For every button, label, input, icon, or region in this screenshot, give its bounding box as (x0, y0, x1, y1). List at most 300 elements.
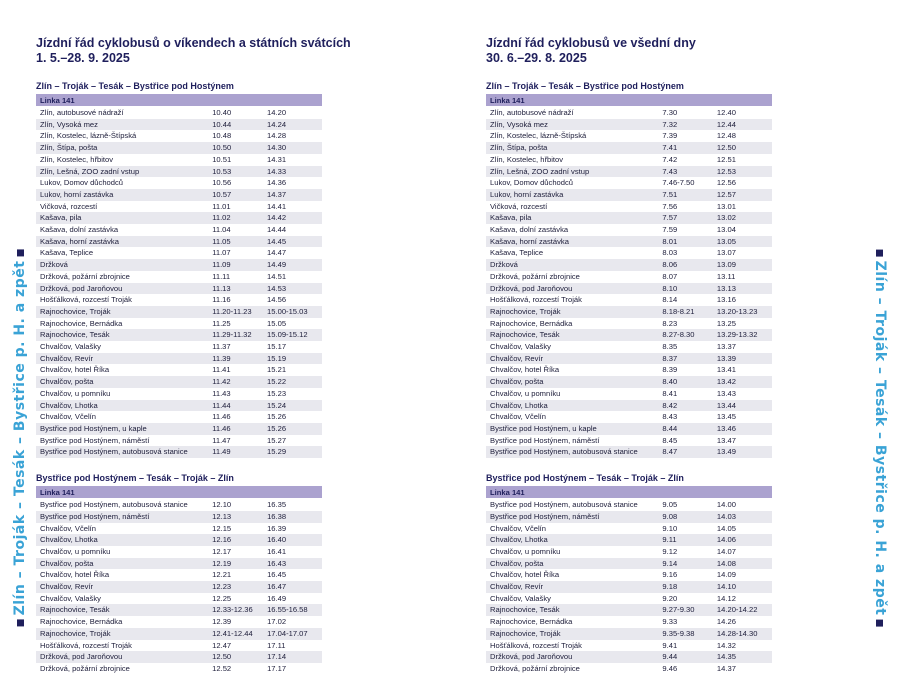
departure-time: 13.16 (717, 294, 772, 306)
departure-time: 15.26 (267, 423, 322, 435)
timetable-row (36, 189, 322, 201)
departure-time: 12.50 (717, 142, 772, 154)
timetable-row (36, 212, 322, 224)
timetable-row (36, 224, 322, 236)
departure-time: 12.52 (212, 663, 267, 675)
stop-name: Zlín, Kostelec, lázně-Štípská (486, 130, 662, 142)
timetable-row (36, 511, 322, 523)
timetable-row (36, 294, 322, 306)
departure-time: 9.14 (662, 558, 717, 570)
timetable-row (486, 236, 772, 248)
stop-name: Zlín, Štípa, pošta (486, 142, 662, 154)
timetable-row (486, 511, 772, 523)
timetable-row (486, 400, 772, 412)
departure-time: 14.26 (717, 616, 772, 628)
timetable-row (486, 224, 772, 236)
timetable-row (36, 259, 322, 271)
departure-time: 9.41 (662, 640, 717, 652)
departure-time: 15.17 (267, 341, 322, 353)
departure-time: 13.39 (717, 353, 772, 365)
stop-name: Držková (36, 259, 212, 271)
departure-time: 15.22 (267, 376, 322, 388)
departure-time: 8.07 (662, 271, 717, 283)
departure-time: 12.13 (212, 511, 267, 523)
departure-time: 7.43 (662, 166, 717, 178)
timetable-row (36, 130, 322, 142)
stop-name: Chvalčov, Lhotka (36, 534, 212, 546)
timetable-validity: 30. 6.–29. 8. 2025 (486, 51, 587, 65)
departure-time: 7.39 (662, 130, 717, 142)
stop-name: Chvalčov, u pomníku (486, 388, 662, 400)
stop-name: Chvalčov, Valašky (36, 341, 212, 353)
departure-time: 12.41-12.44 (212, 628, 267, 640)
departure-time: 13.37 (717, 341, 772, 353)
departure-time: 13.07 (717, 247, 772, 259)
timetable-row (486, 329, 772, 341)
departure-time: 11.04 (212, 224, 267, 236)
stop-name: Vičková, rozcestí (486, 201, 662, 213)
timetable-row (36, 616, 322, 628)
stop-name: Rajnochovice, Tesák (36, 604, 212, 616)
stop-name: Hošťálková, rozcestí Troják (36, 294, 212, 306)
timetable-row (486, 177, 772, 189)
departure-time: 12.16 (212, 534, 267, 546)
timetable-row (486, 212, 772, 224)
timetable-row (36, 306, 322, 318)
timetable-row (486, 499, 772, 511)
timetable-row (486, 423, 772, 435)
departure-time: 16.47 (267, 581, 322, 593)
departure-time: 11.16 (212, 294, 267, 306)
departure-time: 17.04-17.07 (267, 628, 322, 640)
stop-name: Chvalčov, Revír (36, 581, 212, 593)
stop-name: Bystřice pod Hostýnem, u kaple (486, 423, 662, 435)
stop-name: Kašava, horní zastávka (486, 236, 662, 248)
timetable-row (486, 604, 772, 616)
departure-time: 13.42 (717, 376, 772, 388)
timetable-row (36, 569, 322, 581)
route-heading: Bystřice pod Hostýnem – Tesák – Troják – Zlín (486, 473, 684, 484)
timetable-row (36, 546, 322, 558)
stop-name: Chvalčov, Revír (486, 353, 662, 365)
departure-time: 17.11 (267, 640, 322, 652)
departure-time: 9.05 (662, 499, 717, 511)
side-label-text: Zlín – Troják – Tesák – Bystřice p. H. a zpět (872, 260, 888, 615)
stop-name: Lukov, Domov důchodců (486, 177, 662, 189)
departure-time: 12.25 (212, 593, 267, 605)
line-header: Linka 141 (36, 486, 322, 499)
stop-name: Kašava, pila (36, 212, 212, 224)
departure-time: 12.44 (717, 119, 772, 131)
stop-name: Bystřice pod Hostýnem, autobusová stanice (36, 499, 212, 511)
departure-time: 14.09 (717, 569, 772, 581)
departure-time: 16.55-16.58 (267, 604, 322, 616)
departure-time: 13.29-13.32 (717, 329, 772, 341)
departure-time: 13.04 (717, 224, 772, 236)
timetable-validity: 1. 5.–28. 9. 2025 (36, 51, 130, 65)
departure-time: 12.17 (212, 546, 267, 558)
stop-name: Bystřice pod Hostýnem, autobusová stanice (486, 446, 662, 458)
stop-name: Zlín, Štípa, pošta (36, 142, 212, 154)
timetable-row (486, 283, 772, 295)
timetable-row (36, 154, 322, 166)
stop-name: Bystřice pod Hostýnem, náměstí (486, 435, 662, 447)
departure-time: 14.20-14.22 (717, 604, 772, 616)
departure-time: 11.47 (212, 435, 267, 447)
departure-time: 9.20 (662, 593, 717, 605)
stop-name: Bystřice pod Hostýnem, náměstí (486, 511, 662, 523)
departure-time: 8.47 (662, 446, 717, 458)
departure-time: 8.42 (662, 400, 717, 412)
stop-name: Chvalčov, u pomníku (486, 546, 662, 558)
stop-name: Hošťálková, rozcestí Troják (36, 640, 212, 652)
departure-time: 14.37 (717, 663, 772, 675)
timetable-row (36, 400, 322, 412)
departure-time: 9.18 (662, 581, 717, 593)
side-label-text: Zlín – Troják – Tesák – Bystřice p. H. a zpět (12, 260, 28, 615)
stop-name: Rajnochovice, Bernádka (36, 616, 212, 628)
timetable-row (36, 423, 322, 435)
timetable-row (36, 142, 322, 154)
timetable-row (486, 154, 772, 166)
departure-time: 9.27-9.30 (662, 604, 717, 616)
stop-name: Držková (486, 259, 662, 271)
route-heading: Bystřice pod Hostýnem – Tesák – Troják – Zlín (36, 473, 234, 484)
departure-time: 10.53 (212, 166, 267, 178)
departure-time: 15.27 (267, 435, 322, 447)
stop-name: Chvalčov, hotel Říka (36, 364, 212, 376)
line-header: Linka 141 (486, 486, 772, 499)
departure-time: 8.40 (662, 376, 717, 388)
departure-time: 14.03 (717, 511, 772, 523)
square-marker-icon (17, 249, 24, 256)
departure-time: 16.41 (267, 546, 322, 558)
timetable-row (36, 534, 322, 546)
departure-time: 7.30 (662, 107, 717, 119)
timetable-row (486, 523, 772, 535)
timetable-table (36, 486, 322, 675)
departure-time: 14.10 (717, 581, 772, 593)
timetable-row (486, 534, 772, 546)
departure-time: 8.23 (662, 318, 717, 330)
departure-time: 13.13 (717, 283, 772, 295)
departure-time: 12.10 (212, 499, 267, 511)
departure-time: 13.05 (717, 236, 772, 248)
departure-time: 14.51 (267, 271, 322, 283)
timetable-row (36, 388, 322, 400)
timetable-row (36, 318, 322, 330)
stop-name: Chvalčov, Revír (36, 353, 212, 365)
stop-name: Chvalčov, Lhotka (36, 400, 212, 412)
departure-time: 10.57 (212, 189, 267, 201)
line-header: Linka 141 (486, 94, 772, 107)
stop-name: Kašava, Teplice (36, 247, 212, 259)
timetable-row (36, 166, 322, 178)
departure-time: 8.06 (662, 259, 717, 271)
timetable-title: Jízdní řád cyklobusů o víkendech a státních svátcích (36, 36, 351, 50)
departure-time: 14.45 (267, 236, 322, 248)
stop-name: Rajnochovice, Bernádka (486, 616, 662, 628)
departure-time: 14.06 (717, 534, 772, 546)
departure-time: 8.45 (662, 435, 717, 447)
timetable-row (36, 663, 322, 675)
stop-name: Rajnochovice, Bernádka (36, 318, 212, 330)
stop-name: Kašava, dolní zastávka (36, 224, 212, 236)
timetable-row (486, 546, 772, 558)
departure-time: 14.47 (267, 247, 322, 259)
departure-time: 11.42 (212, 376, 267, 388)
departure-time: 11.49 (212, 446, 267, 458)
square-marker-icon (877, 249, 884, 256)
stop-name: Vičková, rozcestí (36, 201, 212, 213)
stop-name: Chvalčov, hotel Říka (36, 569, 212, 581)
timetable-row (486, 166, 772, 178)
timetable-row (486, 581, 772, 593)
departure-time: 10.44 (212, 119, 267, 131)
timetable-row (486, 271, 772, 283)
timetable-row (36, 283, 322, 295)
departure-time: 9.33 (662, 616, 717, 628)
timetable-row (486, 306, 772, 318)
timetable-row (486, 247, 772, 259)
timetable-row (486, 107, 772, 119)
stop-name: Držková, pod Jaroňovou (486, 651, 662, 663)
departure-time: 12.21 (212, 569, 267, 581)
stop-name: Držková, požární zbrojnice (486, 271, 662, 283)
departure-time: 13.09 (717, 259, 772, 271)
timetable-row (36, 640, 322, 652)
departure-time: 11.05 (212, 236, 267, 248)
departure-time: 8.39 (662, 364, 717, 376)
timetable-row (486, 446, 772, 458)
departure-time: 12.51 (717, 154, 772, 166)
timetable-row (486, 318, 772, 330)
departure-time: 15.24 (267, 400, 322, 412)
weekend-timetable-column (36, 36, 351, 675)
departure-time: 7.41 (662, 142, 717, 154)
square-marker-icon (17, 619, 24, 626)
departure-time: 11.20-11.23 (212, 306, 267, 318)
timetable-row (486, 651, 772, 663)
departure-time: 13.45 (717, 411, 772, 423)
departure-time: 8.35 (662, 341, 717, 353)
departure-time: 14.20 (267, 107, 322, 119)
departure-time: 16.49 (267, 593, 322, 605)
side-label-right (870, 260, 890, 615)
departure-time: 11.09 (212, 259, 267, 271)
timetable-row (36, 435, 322, 447)
departure-time: 15.19 (267, 353, 322, 365)
timetable-row (36, 201, 322, 213)
stop-name: Bystřice pod Hostýnem, náměstí (36, 511, 212, 523)
departure-time: 14.32 (717, 640, 772, 652)
timetable-row (36, 107, 322, 119)
departure-time: 9.08 (662, 511, 717, 523)
timetable-row (486, 119, 772, 131)
timetable-row (36, 119, 322, 131)
departure-time: 11.11 (212, 271, 267, 283)
timetable-row (486, 593, 772, 605)
stop-name: Chvalčov, hotel Říka (486, 364, 662, 376)
stop-name: Bystřice pod Hostýnem, u kaple (36, 423, 212, 435)
stop-name: Chvalčov, pošta (486, 376, 662, 388)
departure-time: 7.32 (662, 119, 717, 131)
stop-name: Chvalčov, pošta (36, 376, 212, 388)
stop-name: Zlín, Lešná, ZOO zadní vstup (486, 166, 662, 178)
departure-time: 8.14 (662, 294, 717, 306)
departure-time: 14.24 (267, 119, 322, 131)
departure-time: 16.40 (267, 534, 322, 546)
stop-name: Chvalčov, Lhotka (486, 534, 662, 546)
departure-time: 17.14 (267, 651, 322, 663)
stop-name: Kašava, Teplice (486, 247, 662, 259)
timetable-row (486, 616, 772, 628)
stop-name: Chvalčov, Valašky (36, 593, 212, 605)
departure-time: 10.40 (212, 107, 267, 119)
stop-name: Zlín, Lešná, ZOO zadní vstup (36, 166, 212, 178)
departure-time: 9.46 (662, 663, 717, 675)
stop-name: Rajnochovice, Troják (36, 306, 212, 318)
timetable-row (486, 259, 772, 271)
stop-name: Rajnochovice, Tesák (36, 329, 212, 341)
departure-time: 7.51 (662, 189, 717, 201)
departure-time: 10.56 (212, 177, 267, 189)
departure-time: 12.39 (212, 616, 267, 628)
departure-time: 17.02 (267, 616, 322, 628)
timetable-row (36, 271, 322, 283)
stop-name: Chvalčov, hotel Říka (486, 569, 662, 581)
departure-time: 12.53 (717, 166, 772, 178)
departure-time: 14.41 (267, 201, 322, 213)
stop-name: Bystřice pod Hostýnem, autobusová stanice (36, 446, 212, 458)
departure-time: 9.44 (662, 651, 717, 663)
timetable-row (36, 353, 322, 365)
departure-time: 12.40 (717, 107, 772, 119)
stop-name: Lukov, horní zastávka (36, 189, 212, 201)
departure-time: 11.13 (212, 283, 267, 295)
timetable-row (36, 593, 322, 605)
route-heading: Zlín – Troják – Tesák – Bystřice pod Hostýnem (36, 81, 234, 91)
timetable-row (486, 569, 772, 581)
stop-name: Kašava, pila (486, 212, 662, 224)
stop-name: Chvalčov, Valašky (486, 593, 662, 605)
timetable-row (486, 294, 772, 306)
stop-name: Držková, pod Jaroňovou (36, 651, 212, 663)
departure-time: 12.50 (212, 651, 267, 663)
departure-time: 12.19 (212, 558, 267, 570)
departure-time: 13.11 (717, 271, 772, 283)
departure-time: 12.23 (212, 581, 267, 593)
square-marker-icon (877, 619, 884, 626)
departure-time: 14.08 (717, 558, 772, 570)
stop-name: Chvalčov, Valašky (486, 341, 662, 353)
stop-name: Zlín, autobusové nádraží (36, 107, 212, 119)
departure-time: 12.48 (717, 130, 772, 142)
side-label-left (10, 260, 30, 615)
departure-time: 15.29 (267, 446, 322, 458)
timetable-row (486, 341, 772, 353)
timetable-row (36, 558, 322, 570)
stop-name: Rajnochovice, Troják (486, 306, 662, 318)
stop-name: Držková, pod Jaroňovou (486, 283, 662, 295)
timetable-row (486, 388, 772, 400)
departure-time: 16.43 (267, 558, 322, 570)
line-header: Linka 141 (36, 94, 322, 107)
departure-time: 14.07 (717, 546, 772, 558)
departure-time: 11.46 (212, 411, 267, 423)
timetable-table (486, 94, 772, 458)
departure-time: 9.10 (662, 523, 717, 535)
departure-time: 13.20-13.23 (717, 306, 772, 318)
departure-time: 12.15 (212, 523, 267, 535)
stop-name: Bystřice pod Hostýnem, náměstí (36, 435, 212, 447)
timetable-row (486, 435, 772, 447)
weekday-timetable-column (486, 36, 772, 675)
departure-time: 7.59 (662, 224, 717, 236)
timetable-row (36, 628, 322, 640)
departure-time: 15.00-15.03 (267, 306, 322, 318)
departure-time: 9.35-9.38 (662, 628, 717, 640)
timetable-row (486, 142, 772, 154)
departure-time: 13.43 (717, 388, 772, 400)
timetable-row (36, 341, 322, 353)
stop-name: Chvalčov, Včelín (486, 523, 662, 535)
departure-time: 14.53 (267, 283, 322, 295)
stop-name: Rajnochovice, Tesák (486, 329, 662, 341)
stop-name: Zlín, Kostelec, hřbitov (486, 154, 662, 166)
timetable-row (486, 130, 772, 142)
departure-time: 8.18-8.21 (662, 306, 717, 318)
stop-name: Zlín, Kostelec, hřbitov (36, 154, 212, 166)
stop-name: Chvalčov, Včelín (486, 411, 662, 423)
departure-time: 13.02 (717, 212, 772, 224)
timetable-row (486, 640, 772, 652)
stop-name: Držková, pod Jaroňovou (36, 283, 212, 295)
departure-time: 15.05 (267, 318, 322, 330)
departure-time: 14.28 (267, 130, 322, 142)
stop-name: Hošťálková, rozcestí Troják (486, 640, 662, 652)
stop-name: Chvalčov, Včelín (36, 523, 212, 535)
timetable-row (36, 329, 322, 341)
departure-time: 8.44 (662, 423, 717, 435)
departure-time: 8.43 (662, 411, 717, 423)
timetable-row (36, 236, 322, 248)
timetable-table (486, 486, 772, 675)
timetable-row (36, 411, 322, 423)
departure-time: 7.46-7.50 (662, 177, 717, 189)
departure-time: 14.42 (267, 212, 322, 224)
departure-time: 8.41 (662, 388, 717, 400)
stop-name: Chvalčov, pošta (486, 558, 662, 570)
departure-time: 10.50 (212, 142, 267, 154)
departure-time: 14.44 (267, 224, 322, 236)
timetable-row (36, 499, 322, 511)
departure-time: 13.41 (717, 364, 772, 376)
stop-name: Držková, požární zbrojnice (36, 663, 212, 675)
timetable-row (486, 376, 772, 388)
departure-time: 14.28-14.30 (717, 628, 772, 640)
departure-time: 13.46 (717, 423, 772, 435)
timetable-row (486, 411, 772, 423)
departure-time: 8.03 (662, 247, 717, 259)
timetable-row (36, 523, 322, 535)
departure-time: 14.12 (717, 593, 772, 605)
departure-time: 11.37 (212, 341, 267, 353)
departure-time: 13.47 (717, 435, 772, 447)
stop-name: Zlín, Kostelec, lázně-Štípská (36, 130, 212, 142)
departure-time: 11.44 (212, 400, 267, 412)
timetable-table (36, 94, 322, 458)
